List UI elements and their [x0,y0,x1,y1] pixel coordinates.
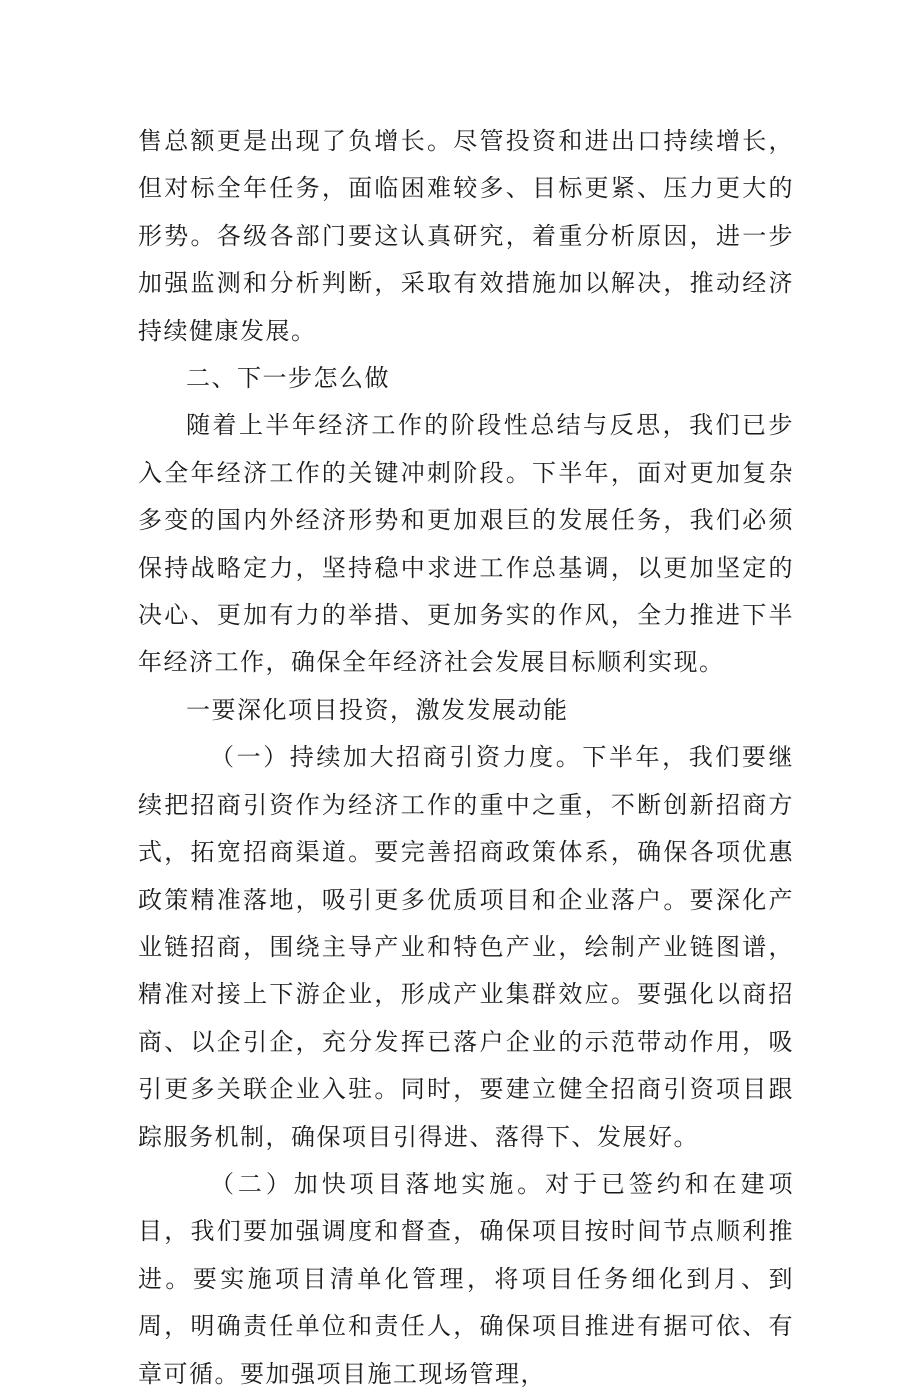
subsection-heading-investment: 一要深化项目投资，激发发展动能 [186,695,569,724]
document-body [138,118,794,1398]
paragraph-item-2: （二）加快项目落地实施。对于已签约和在建项目，我们要加强调度和督查，确保项目按时间节点顺利推进。要实施项目清单化管理，将项目任务细化到月、到周，明确责任单位和责任人，确保项目推进有据可依、有章可循。要加强项目施工现场管理， [138,1169,794,1388]
paragraph-intro: 随着上半年经济工作的阶段性总结与反思，我们已步入全年经济工作的关键冲刺阶段。下半年，面对更加复杂多变的国内外经济形势和更加艰巨的发展任务，我们必须保持战略定力，坚持稳中求进工作总基调，以更加坚定的决心、更加有力的举措、更加务实的作风，全力推进下半年经济工作，确保全年经济社会发展目标顺利实现。 [138,411,794,677]
section-heading-next-steps: 二、下一步怎么做 [186,364,390,393]
paragraph-continuation: 售总额更是出现了负增长。尽管投资和进出口持续增长，但对标全年任务，面临困难较多、目标更紧、压力更大的形势。各级各部门要这认真研究，着重分析原因，进一步加强监测和分析判断，采取有效措施加以解决，推动经济持续健康发展。 [138,127,794,345]
paragraph-item-1: （一）持续加大招商引资力度。下半年，我们要继续把招商引资作为经济工作的重中之重，不断创新招商方式，拓宽招商渠道。要完善招商政策体系，确保各项优惠政策精准落地，吸引更多优质项目和企业落户。要深化产业链招商，围绕主导产业和特色产业，绘制产业链图谱，精准对接上下游企业，形成产业集群效应。要强化以商招商、以企引企，充分发挥已落户企业的示范带动作用，吸引更多关联企业入驻。同时，要建立健全招商引资项目跟踪服务机制，确保项目引得进、落得下、发展好。 [138,743,794,1151]
